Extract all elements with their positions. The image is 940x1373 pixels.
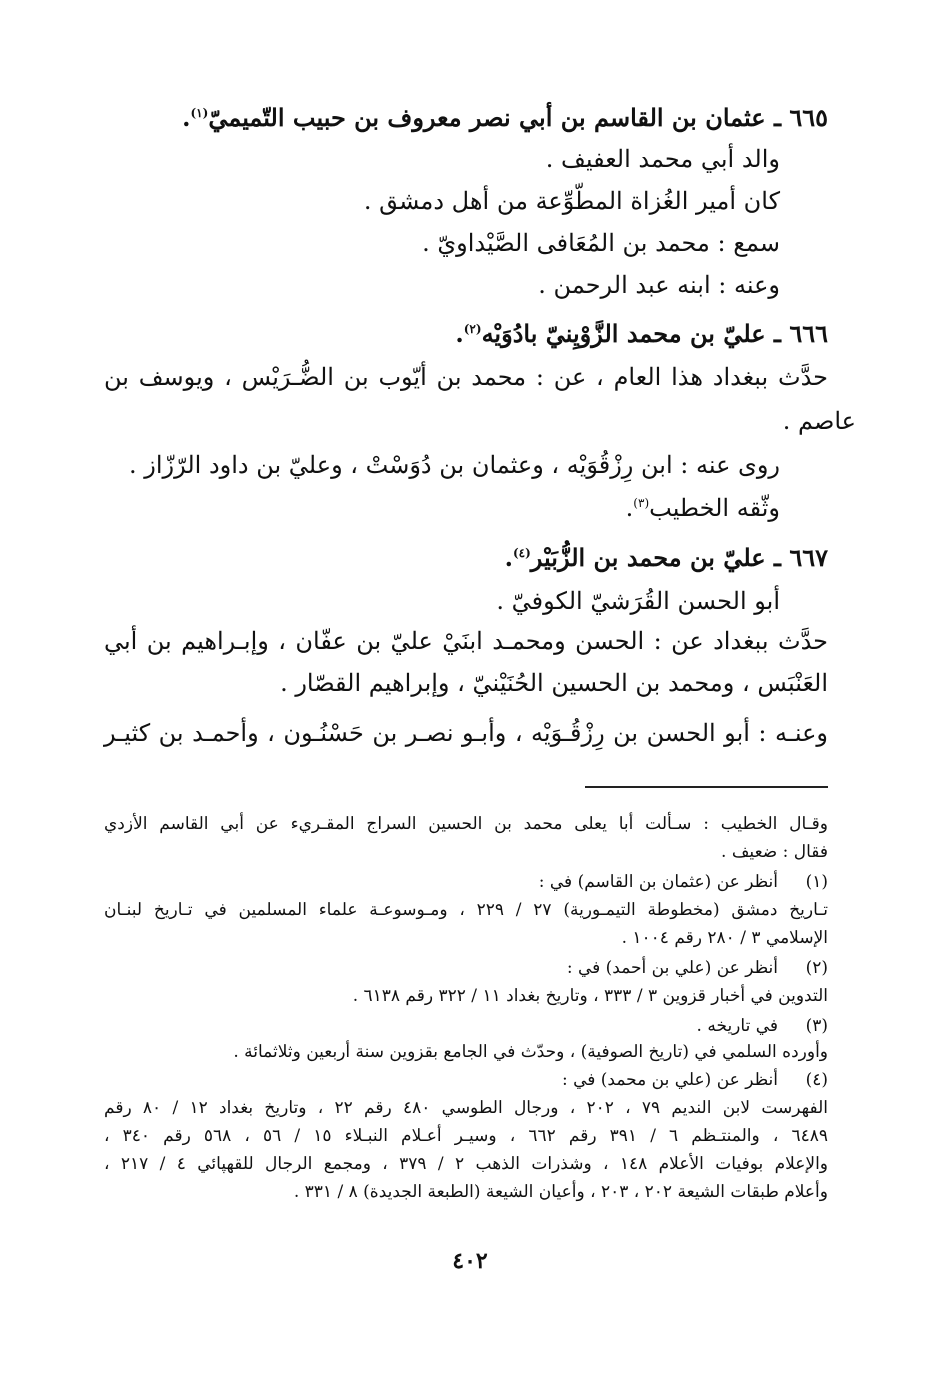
footnote-3-number: (٣)	[805, 1016, 828, 1036]
entry-665-line-3: سمع : محمد بن المُعَافى الصَّيْداويّ .	[422, 229, 780, 257]
footnote-2-line-1: أنظر عن (علي بن أحمد) في :	[566, 958, 778, 978]
entry-665-heading: ٦٦٥ ـ عثمان بن القاسم بن أبي نصر معروف بن حبيب التّميميّ$^{(١)}$.	[182, 103, 828, 132]
footnote-ref-3[interactable]: (٣)	[633, 496, 650, 510]
footnote-2-line-2: التدوين في أخبار قزوين ٣ / ٣٣٣ ، وتاريخ بغداد ١١ / ٣٢٢ رقم ٦١٣٨ .	[352, 986, 828, 1006]
footnote-1-line-3: الإسلامي ٣ / ٢٨٠ رقم ١٠٠٤ .	[621, 928, 828, 948]
footnote-3-line-1: في تاريخه .	[696, 1016, 778, 1036]
entry-667-line-4: وعنـه : أبو الحسن بن رِزْقُـوَيْه ، وأبـو نصـر بن حَسْنُـون ، وأحمـد بن كثيـر	[104, 719, 828, 747]
footnote-4-line-1: أنظر عن (علي بن محمد) في :	[561, 1070, 778, 1090]
footnote-ref-1[interactable]: (١)	[190, 106, 209, 120]
footnote-4-line-2: الفهرست لابن النديم ٧٩ ، ٢٠٢ ، ورجال الطوسي ٤٨٠ رقم ٢٢ ، وتاريخ بغداد ١٢ / ٨٠ رقم	[104, 1098, 828, 1118]
entry-666-line-2: عاصم .	[782, 407, 856, 435]
entry-666-line-1: حدَّث ببغداد هذا العام ، عن : محمد بن أيّوب بن الضُّـرَيْس ، ويوسف بن	[104, 363, 828, 391]
entry-666-line-3: روى عنه : ابن رِزْقُوَيْه ، وعثمان بن دُوَسْتْ ، وعليّ بن داود الرّزّاز .	[129, 451, 780, 479]
footnote-4-line-5: وأعلام طبقات الشيعة ٢٠٢ ، ٢٠٣ ، وأعيان الشيعة (الطبعة الجديدة) ٨ / ٣٣١ .	[293, 1182, 828, 1202]
footnote-2-number: (٢)	[805, 958, 828, 978]
footnote-ref-2[interactable]: (٢)	[463, 322, 482, 336]
footnote-1-number: (١)	[805, 872, 828, 892]
entry-667-line-1: أبو الحسن القُرَشيّ الكوفيّ .	[496, 587, 780, 615]
footnote-3-line-2: وأورده السلمي في (تاريخ الصوفية) ، وحدّث في الجامع بقزوين سنة أربعين وثلاثمائة .	[233, 1042, 828, 1062]
entry-666-heading: ٦٦٦ ـ عليّ بن محمد الزَّوْيِنيّ بادُوَيْه$^{(٢)}$.	[455, 319, 828, 348]
entry-667-line-3: العَنْبَس ، ومحمد بن الحسين الحُنَيْنيّ ، وإبراهيم القصّار .	[280, 669, 828, 697]
footnote-4-line-4: والإعلام بوفيات الأعلام ١٤٨ ، وشذرات الذهب ٢ / ٣٧٩ ، ومجمع الرجال للقهپائي ٤ / ٢١٧ ،	[104, 1154, 829, 1174]
page-number: ٤٠٢	[452, 1248, 488, 1274]
entry-666-line-4: وثّقه الخطيب$^{(٣)}$.	[625, 494, 780, 522]
footnote-carry-line-2: فقال : ضعيف .	[721, 842, 828, 862]
entry-665-line-2: كان أمير الغُزاة المطّوِّعة من أهل دمشق .	[363, 187, 780, 215]
footnote-4-line-3: ٦٤٨٩ ، والمنتـظم ٦ / ٣٩١ رقم ٦٦٢ ، وسيـر أعـلام النبـلاء ١٥ / ٥٦ ، ٥٦٨ رقم ٣٤٠ ،	[104, 1126, 828, 1146]
footnote-ref-4[interactable]: (٤)	[512, 546, 531, 560]
footnote-1-line-2: تـاريخ دمشق (مخطوطة التيمـورية) ٢٧ / ٢٢٩ ، ومـوسوعـة علماء المسلمين في تـاريخ لبنـان	[104, 900, 828, 920]
entry-667-line-2: حدَّث ببغداد عن : الحسن ومحمـد ابنَيْ عليّ بن عفّان ، وإبـراهيم بن أبي	[104, 627, 828, 655]
footnote-4-number: (٤)	[805, 1070, 828, 1090]
entry-665-line-4: وعنه : ابنه عبد الرحمن .	[538, 271, 780, 299]
footnote-1-line-1: أنظر عن (عثمان بن القاسم) في :	[538, 872, 778, 892]
footnote-carry-line-1: وقـال الخطيب : سـألت أبا يعلى محمد بن الحسين السراج المقـريء عن أبي القاسم الأزدي	[104, 814, 828, 834]
entry-665-line-1: والد أبي محمد العفيف .	[545, 145, 780, 173]
entry-667-heading: ٦٦٧ ـ عليّ بن محمد بن الزُّبَيْر$^{(٤)}$.	[504, 543, 828, 572]
footnote-separator	[585, 786, 828, 788]
